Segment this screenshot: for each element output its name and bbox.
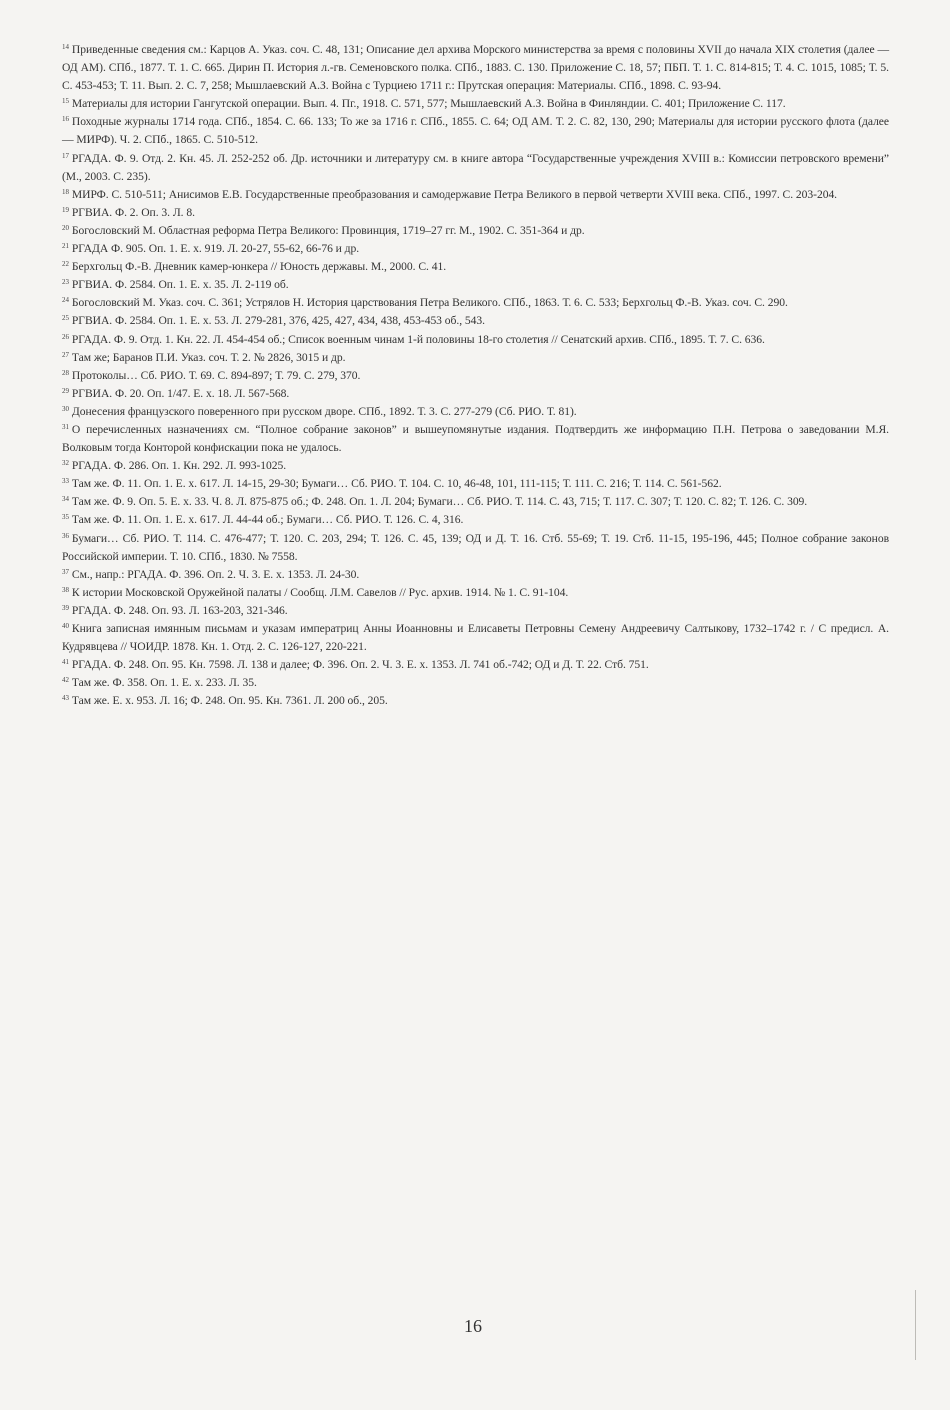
- footnote-number: 18: [62, 187, 69, 196]
- footnote: [62, 349, 889, 367]
- footnote: [62, 385, 889, 403]
- footnote-number: 22: [62, 260, 69, 269]
- footnote-text: Материалы для истории Гангутской операции. Вып. 4. Пг., 1918. С. 571, 577; Мышлаевский А.З. Война в Финляндии. С. 401; Приложение С. 117.: [71, 97, 786, 111]
- footnote-text: Бумаги… Сб. РИО. Т. 114. С. 476-477; Т. 120. С. 203, 294; Т. 126. С. 45, 139; ОД и Д. Т. 16. Стб. 55-69; Т. 19. Стб. 11-15, 195-196, 445; Полное собрание законов Российской империи. Т. 10. СПб., 1830. № 7558.: [62, 531, 889, 563]
- footnote: [62, 620, 889, 656]
- footnote: [62, 511, 889, 529]
- footnote: [62, 530, 889, 566]
- footnote-text: Там же. Ф. 358. Оп. 1. Е. х. 233. Л. 35.: [71, 676, 257, 690]
- footnote-text: К истории Московской Оружейной палаты / Сообщ. Л.М. Савелов // Рус. архив. 1914. № 1. С. 91-104.: [71, 585, 569, 599]
- footnote-text: См., напр.: РГАДА. Ф. 396. Оп. 2. Ч. 3. Е. х. 1353. Л. 24-30.: [71, 567, 360, 581]
- footnote: [62, 566, 889, 584]
- footnote-text: РГВИА. Ф. 2584. Оп. 1. Е. х. 35. Л. 2-119 об.: [71, 278, 289, 292]
- footnote: [62, 240, 889, 258]
- footnote-text: Берхгольц Ф.-В. Дневник камер-юнкера // Юность державы. М., 2000. С. 41.: [71, 260, 447, 274]
- footnote-number: 41: [62, 658, 69, 667]
- footnote-number: 20: [62, 223, 69, 232]
- footnote-text: Там же. Ф. 9. Оп. 5. Е. х. 33. Ч. 8. Л. 875-875 об.; Ф. 248. Оп. 1. Л. 204; Бумаги… Сб. РИО. Т. 114. С. 43, 715; Т. 117. С. 307; Т. 120. С. 82; Т. 126. С. 309.: [71, 495, 808, 509]
- footnote-number: 15: [62, 97, 69, 106]
- footnote-number: 25: [62, 314, 69, 323]
- footnote: [62, 457, 889, 475]
- footnote: [62, 294, 889, 312]
- footnote-text: РГАДА. Ф. 248. Оп. 93. Л. 163-203, 321-346.: [71, 603, 288, 617]
- footnote-text: Донесения французского поверенного при русском дворе. СПб., 1892. Т. 3. С. 277-279 (Сб. РИО. Т. 81).: [71, 404, 577, 418]
- footnote-number: 37: [62, 567, 69, 576]
- footnote: [62, 584, 889, 602]
- footnote: [62, 150, 889, 186]
- footnote-text: РГВИА. Ф. 2584. Оп. 1. Е. х. 53. Л. 279-281, 376, 425, 427, 434, 438, 453-453 об., 543.: [71, 314, 486, 328]
- footnotes-block: [62, 41, 889, 710]
- footnote-text: Приведенные сведения см.: Карцов А. Указ. соч. С. 48, 131; Описание дел архива Морского министерства за время с половины XVII до начала XIX столетия (далее — ОД АМ). СПб., 1877. Т. 1. С. 665. Дирин П. История л.-гв. Семеновского полка. СПб., 1883. С. 130. Приложение С. 18, 57; ПБП. Т. 1. С. 814-815; Т. 4. С. 1015, 1085; Т. 5. С. 453-453; Т. 11. Вып. 2. С. 7, 258; Мышлаевский А.З. Война с Турциею 1711 г.: Прутская операция: Материалы. СПб., 1898. С. 93-94.: [62, 43, 889, 93]
- footnote-number: 39: [62, 603, 69, 612]
- footnote: [62, 367, 889, 385]
- footnote-number: 19: [62, 205, 69, 214]
- footnote-text: Там же. Е. х. 953. Л. 16; Ф. 248. Оп. 95. Кн. 7361. Л. 200 об., 205.: [71, 694, 388, 708]
- footnote: [62, 276, 889, 294]
- footnote-text: РГВИА. Ф. 2. Оп. 3. Л. 8.: [71, 205, 195, 219]
- footnote-number: 31: [62, 422, 69, 431]
- footnote-text: РГАДА. Ф. 286. Оп. 1. Кн. 292. Л. 993-1025.: [71, 459, 287, 473]
- footnote-number: 28: [62, 368, 69, 377]
- footnote: [62, 421, 889, 457]
- footnote-number: 34: [62, 495, 69, 504]
- footnote-text: Протоколы… Сб. РИО. Т. 69. С. 894-897; Т. 79. С. 279, 370.: [71, 368, 361, 382]
- footnote-text: Богословский М. Указ. соч. С. 361; Устрялов Н. История царствования Петра Великого. СПб., 1863. Т. 6. С. 533; Берхгольц Ф.-В. Указ. соч. С. 290.: [71, 296, 788, 310]
- footnote: [62, 403, 889, 421]
- footnote-text: О перечисленных назначениях см. “Полное собрание законов” и вышеупомянутые издания. Подтвердить же информацию П.Н. Петрова о заведовании М.Я. Волковым тогда Конторой конфискации пока не удалось.: [62, 422, 889, 455]
- footnote-number: 21: [62, 242, 69, 251]
- footnote-text: Там же. Ф. 11. Оп. 1. Е. х. 617. Л. 14-15, 29-30; Бумаги… Сб. РИО. Т. 104. С. 10, 46-48, 101, 111-115; Т. 111. С. 216; Т. 114. С. 561-562.: [71, 477, 722, 491]
- footnote-number: 26: [62, 332, 69, 341]
- footnote-number: 42: [62, 676, 69, 685]
- footnote-number: 43: [62, 694, 69, 703]
- footnote: [62, 258, 889, 276]
- footnote: [62, 186, 889, 204]
- footnote: [62, 113, 889, 149]
- footnote-number: 32: [62, 459, 69, 468]
- footnote: [62, 312, 889, 330]
- footnote-text: РГАДА. Ф. 9. Отд. 1. Кн. 22. Л. 454-454 об.; Список военным чинам 1-й половины 18-го столетия // Сенатский архив. СПб., 1895. Т. 7. С. 636.: [71, 332, 765, 346]
- footnote-text: Книга записная имянным письмам и указам императриц Анны Иоанновны и Елисаветы Петровны Семену Андреевичу Салтыкову, 1732–1742 г. / С предисл. А. Кудрявцева // ЧОИДР. 1878. Кн. 1. Отд. 2. С. 126-127, 220-221.: [62, 622, 889, 654]
- footnote-number: 30: [62, 404, 69, 413]
- footnote: [62, 41, 889, 95]
- footnote-text: РГАДА. Ф. 248. Оп. 95. Кн. 7598. Л. 138 и далее; Ф. 396. Оп. 2. Ч. 3. Е. х. 1353. Л. 741 об.-742; ОД и Д. Т. 22. Стб. 751.: [71, 658, 649, 672]
- footnote: [62, 331, 889, 349]
- page-number: 16: [464, 1316, 482, 1336]
- footnote: [62, 656, 889, 674]
- footnote: [62, 692, 889, 710]
- footnote: [62, 602, 889, 620]
- footnote: [62, 204, 889, 222]
- footnote-number: 17: [62, 151, 69, 160]
- footnote-text: Богословский М. Областная реформа Петра Великого: Провинция, 1719–27 гг. М., 1902. С. 351-364 и др.: [71, 223, 585, 237]
- footnote-number: 38: [62, 585, 69, 594]
- footnote-text: Походные журналы 1714 года. СПб., 1854. С. 66. 133; То же за 1716 г. СПб., 1855. С. 64; ОД АМ. Т. 2. С. 82, 130, 290; Материалы для истории русского флота (далее — МИРФ). Ч. 2. СПб., 1865. С. 510-512.: [62, 115, 889, 147]
- footnote-number: 23: [62, 278, 69, 287]
- footnote-text: РГАДА Ф. 905. Оп. 1. Е. х. 919. Л. 20-27, 55-62, 66-76 и др.: [71, 242, 360, 256]
- footnote: [62, 674, 889, 692]
- footnote: [62, 475, 889, 493]
- scan-edge-mark: [915, 1290, 916, 1360]
- footnote-number: 35: [62, 513, 69, 522]
- footnote-text: РГВИА. Ф. 20. Оп. 1/47. Е. х. 18. Л. 567-568.: [71, 386, 290, 400]
- footnote-text: Там же. Ф. 11. Оп. 1. Е. х. 617. Л. 44-44 об.; Бумаги… Сб. РИО. Т. 126. С. 4, 316.: [71, 513, 464, 527]
- footnote-number: 29: [62, 386, 69, 395]
- footnote: [62, 95, 889, 113]
- footnote: [62, 493, 889, 511]
- footnote-number: 40: [62, 622, 69, 630]
- footnote-number: 33: [62, 477, 69, 486]
- footnote-number: 24: [62, 296, 69, 305]
- footnote-number: 27: [62, 350, 69, 359]
- footnote-text: РГАДА. Ф. 9. Отд. 2. Кн. 45. Л. 252-252 об. Др. источники и литературу см. в книге автора “Государственные учреждения XVIII в.: Комиссии петровского времени” (М., 2003. С. 235).: [62, 151, 889, 183]
- footnote: [62, 222, 889, 240]
- footnote-number: 16: [62, 115, 69, 124]
- footnote-text: Там же; Баранов П.И. Указ. соч. Т. 2. № 2826, 3015 и др.: [71, 350, 346, 364]
- footnote-number: 36: [62, 531, 69, 540]
- footnote-number: 14: [62, 43, 69, 51]
- footnote-text: МИРФ. С. 510-511; Анисимов Е.В. Государственные преобразования и самодержавие Петра Великого в первой четверти XVIII века. СПб., 1997. С. 203-204.: [71, 187, 838, 201]
